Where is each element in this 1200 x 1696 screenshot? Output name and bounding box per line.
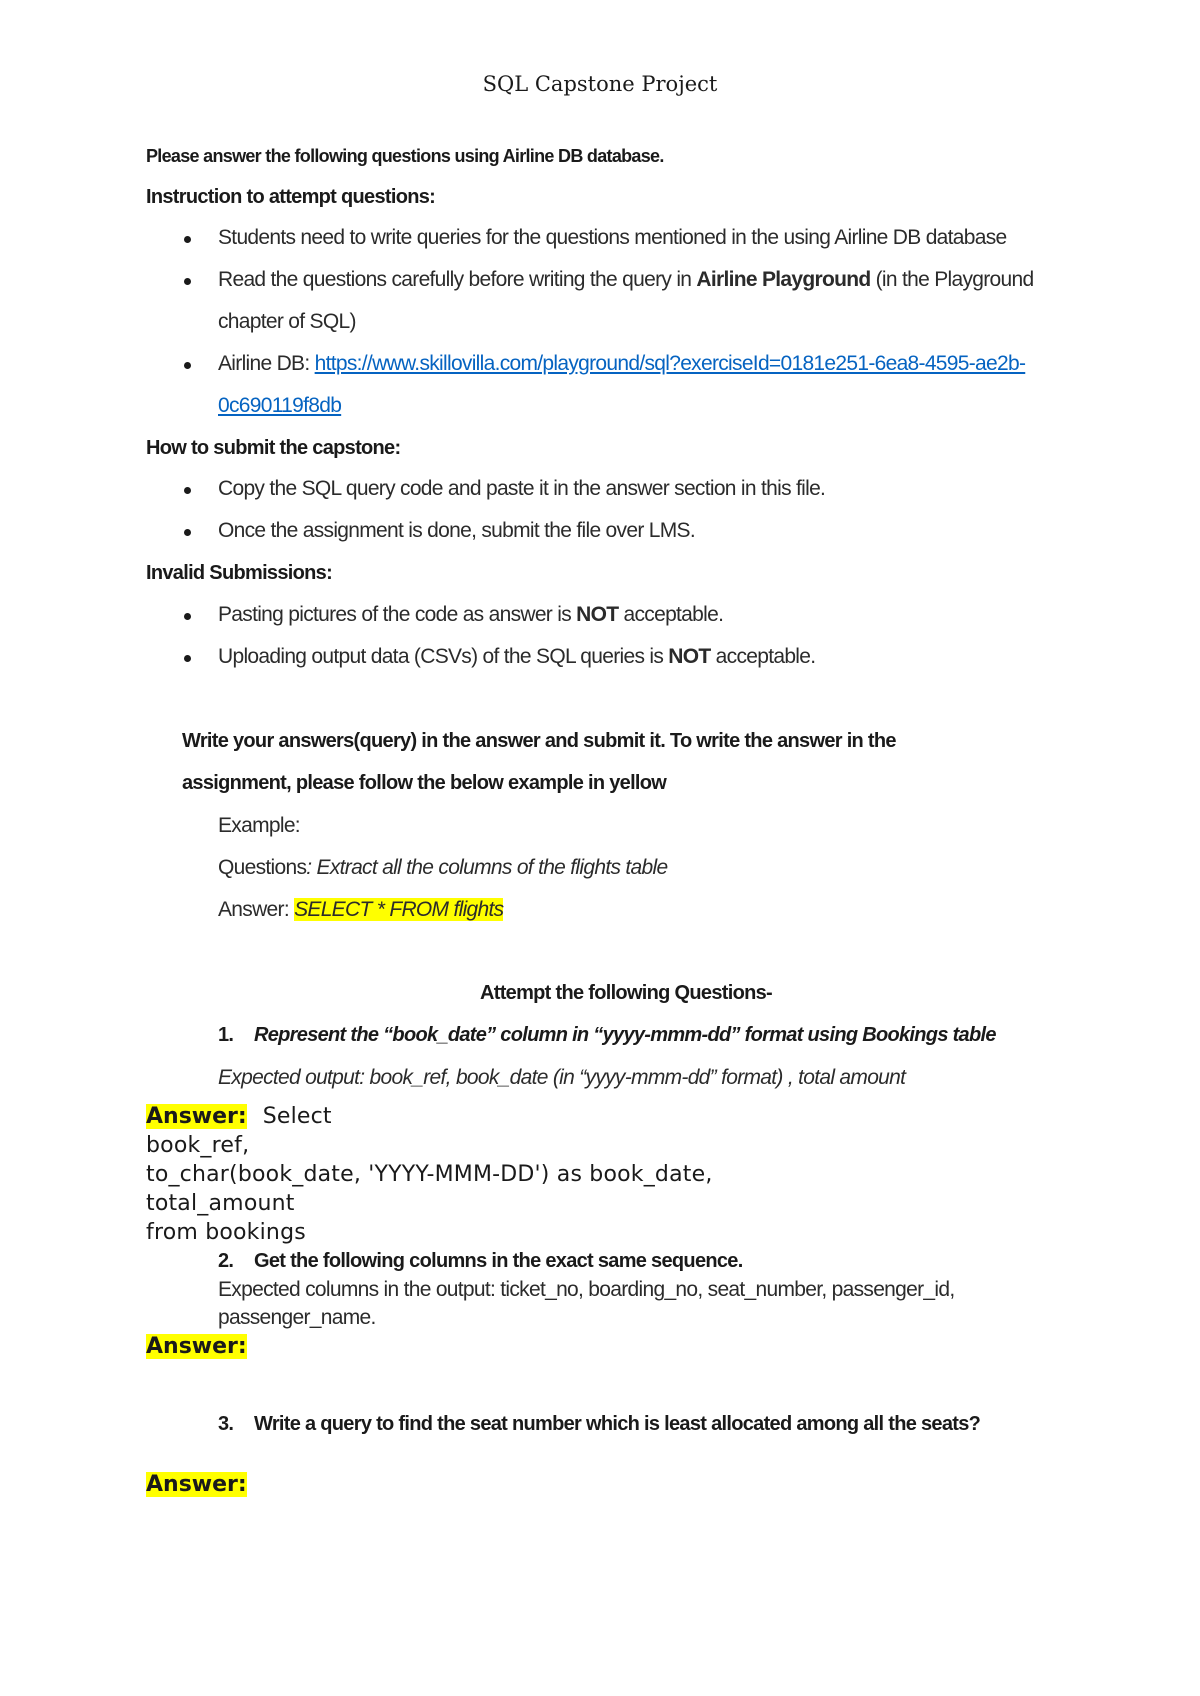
question-3-answer xyxy=(146,1472,247,1497)
example-label: Example: xyxy=(218,814,300,837)
instruction-item-2: Read the questions carefully before writing the query in Airline Playground (in the Playground xyxy=(218,268,1034,291)
question-3-text: Write a query to find the seat number which is least allocated among all the seats? xyxy=(254,1413,981,1435)
bullet-icon xyxy=(184,236,191,243)
question-2-expected-line1: Expected columns in the output: ticket_no, boarding_no, seat_number, passenger_id, xyxy=(218,1278,955,1301)
question-2-answer xyxy=(146,1334,247,1359)
instruction-item-3: Airline DB: https://www.skillovilla.com/playground/sql?exerciseId=0181e251-6ea8-4595-ae2b- xyxy=(218,352,1026,375)
write-instruction-line1: Write your answers(query) in the answer and submit it. To write the answer in the xyxy=(182,730,896,752)
bullet-icon xyxy=(184,529,191,536)
bullet-icon xyxy=(184,613,191,620)
answer-label: Answer: xyxy=(146,1334,247,1359)
question-2-number: 2. xyxy=(218,1250,234,1272)
document-title: SQL Capstone Project xyxy=(482,72,718,96)
answer-code-line: Select xyxy=(262,1104,332,1129)
bullet-icon xyxy=(184,278,191,285)
attempt-heading: Attempt the following Questions- xyxy=(479,982,773,1004)
invalid-item-1: Pasting pictures of the code as answer is NOT acceptable. xyxy=(218,603,724,626)
question-1-number: 1. xyxy=(218,1024,234,1046)
bullet-icon xyxy=(184,362,191,369)
answer-label: Answer: xyxy=(146,1472,247,1497)
instruction-item-1: Students need to write queries for the questions mentioned in the using Airline DB database xyxy=(218,226,1007,249)
question-1-answer xyxy=(146,1104,332,1129)
question-1-expected: Expected output: book_ref, book_date (in “yyyy-mmm-dd” format) , total amount xyxy=(218,1066,906,1089)
question-2-text: Get the following columns in the exact same sequence. xyxy=(254,1250,743,1272)
question-1-text: Represent the “book_date” column in “yyyy-mmm-dd” format using Bookings table xyxy=(254,1024,996,1046)
airline-db-link-continued[interactable]: 0c690119f8db xyxy=(218,394,342,417)
bullet-icon xyxy=(184,655,191,662)
invalid-heading: Invalid Submissions: xyxy=(146,562,333,584)
instructions-heading: Instruction to attempt questions: xyxy=(146,186,436,208)
answer-label: Answer: xyxy=(146,1104,247,1129)
example-question: Questions: Extract all the columns of the flights table xyxy=(218,856,668,879)
answer-code-line: from bookings xyxy=(146,1220,306,1245)
submit-heading: How to submit the capstone: xyxy=(146,437,401,459)
answer-code-line: book_ref, xyxy=(146,1133,250,1158)
airline-db-link[interactable]: https://www.skillovilla.com/playground/sql?exerciseId=0181e251-6ea8-4595-ae2b- xyxy=(314,352,1026,375)
bullet-icon xyxy=(184,487,191,494)
submit-item-1: Copy the SQL query code and paste it in the answer section in this file. xyxy=(218,477,826,500)
answer-code-line: total_amount xyxy=(146,1191,295,1216)
write-instruction-line2: assignment, please follow the below example in yellow xyxy=(182,772,667,794)
invalid-item-2: Uploading output data (CSVs) of the SQL queries is NOT acceptable. xyxy=(218,645,816,668)
question-2-expected-line2: passenger_name. xyxy=(218,1306,376,1329)
answer-code-line: to_char(book_date, 'YYYY-MMM-DD') as book_date, xyxy=(146,1162,713,1187)
question-3-number: 3. xyxy=(218,1413,234,1435)
instruction-item-3-continued xyxy=(218,394,341,418)
intro-text: Please answer the following questions using Airline DB database. xyxy=(146,146,664,166)
instruction-item-2-continued: chapter of SQL) xyxy=(218,310,356,333)
example-answer: Answer: SELECT * FROM flights xyxy=(218,898,504,921)
submit-item-2: Once the assignment is done, submit the file over LMS. xyxy=(218,519,695,542)
